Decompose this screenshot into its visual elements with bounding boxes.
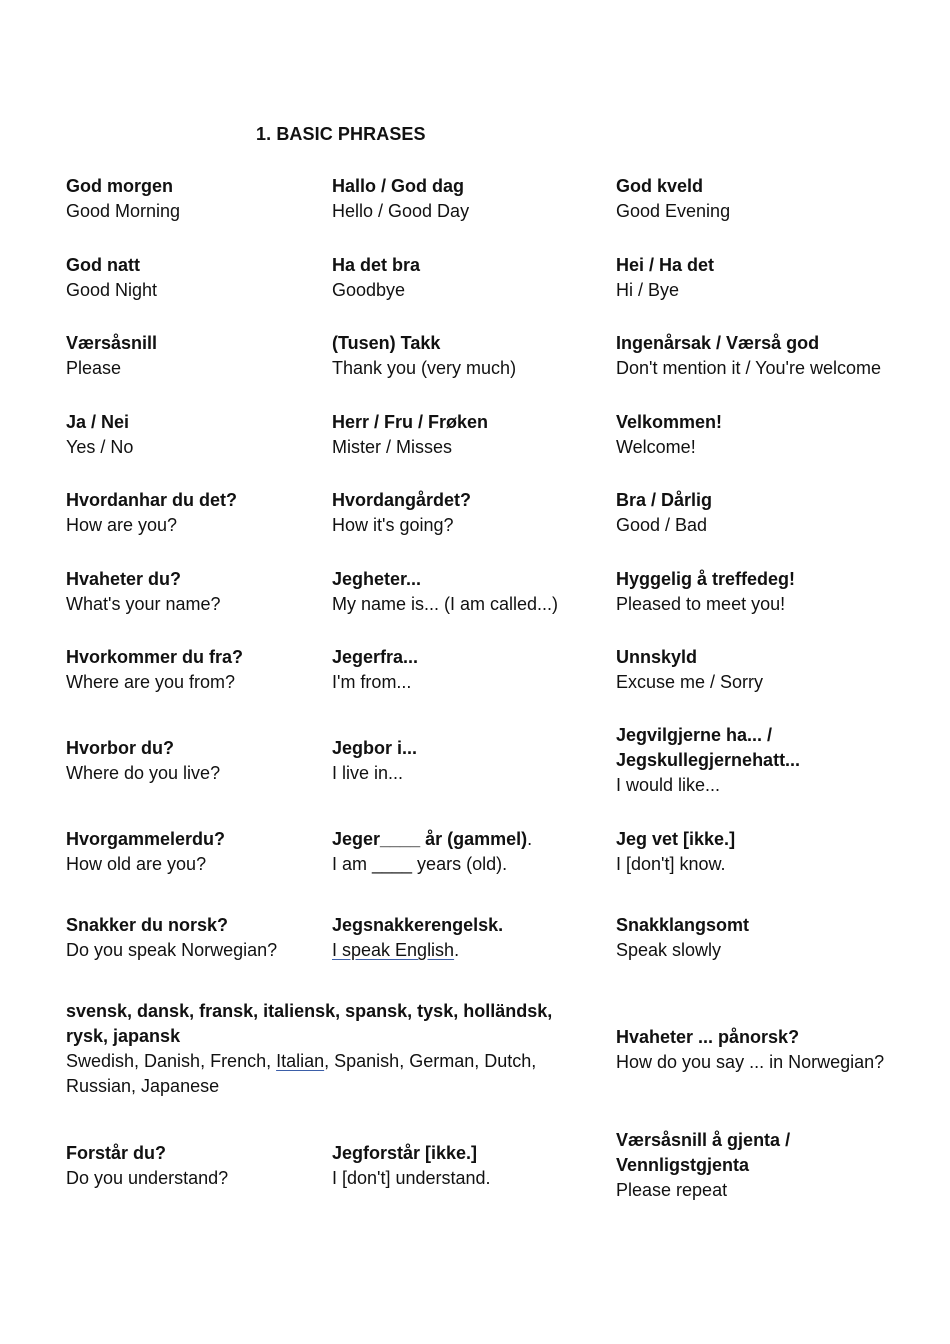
phrase-entry	[616, 827, 735, 877]
norwegian-languages-line2: rysk, japansk	[66, 1026, 181, 1046]
norwegian-phrase: Jegheter...	[332, 569, 422, 589]
phrase-entry	[616, 253, 714, 303]
english-translation: How it's going?	[332, 515, 454, 535]
english-translation: Good Night	[66, 280, 158, 300]
phrase-entry	[332, 488, 471, 538]
phrase-entry	[66, 645, 243, 695]
norwegian-phrase: Forstår du?	[66, 1143, 167, 1163]
norwegian-phrase: Jegsnakkerengelsk.	[332, 915, 504, 935]
norwegian-phrase: Hvorkommer du fra?	[66, 647, 244, 667]
section-title: 1. BASIC PHRASES	[256, 124, 426, 144]
english-translation: How do you say ... in Norwegian?	[616, 1052, 885, 1072]
norwegian-phrase: Hallo / God dag	[332, 176, 465, 196]
phrase-entry	[66, 174, 180, 224]
norwegian-phrase: Hei / Ha det	[616, 255, 715, 275]
phrase-entry	[616, 723, 800, 798]
phrase-entry	[66, 410, 133, 460]
norwegian-phrase: Jeger____ år (gammel)	[332, 829, 528, 849]
english-translation: I'm from...	[332, 672, 412, 692]
languages-entry	[66, 999, 596, 1099]
norwegian-phrase: Hyggelig å treffedeg!	[616, 569, 796, 589]
phrase-entry	[66, 736, 220, 786]
phrase-entry	[66, 913, 277, 963]
phrase-entry	[332, 736, 417, 786]
translation-suffix: .	[454, 940, 460, 960]
english-translation: Yes / No	[66, 437, 134, 457]
norwegian-phrase: Værsåsnill	[66, 333, 158, 353]
english-translation: I am ____ years (old).	[332, 854, 508, 874]
phrase-entry	[332, 567, 558, 617]
phrase-entry	[332, 331, 516, 381]
norwegian-phrase: Jeg vet [ikke.]	[616, 829, 736, 849]
phrase-entry	[66, 1141, 228, 1191]
english-languages-part: , Spanish, German, Dutch,	[324, 1051, 537, 1071]
phrase-entry	[616, 174, 730, 224]
english-translation: I would like...	[616, 775, 721, 795]
english-translation: Where do you live?	[66, 763, 221, 783]
english-translation: Hello / Good Day	[332, 201, 470, 221]
norwegian-phrase: Hvorgammelerdu?	[66, 829, 226, 849]
english-translation: How are you?	[66, 515, 178, 535]
norwegian-phrase: Snakklangsomt	[616, 915, 750, 935]
english-translation: My name is... (I am called...)	[332, 594, 559, 614]
norwegian-phrase: Bra / Dårlig	[616, 490, 713, 510]
english-translation: Do you speak Norwegian?	[66, 940, 278, 960]
norwegian-phrase: Hvaheter du?	[66, 569, 182, 589]
phrase-entry	[616, 410, 722, 460]
english-translation: How old are you?	[66, 854, 207, 874]
english-translation: I [don't] know.	[616, 854, 726, 874]
norwegian-phrase-wrapper	[332, 827, 532, 852]
phrase-entry	[66, 253, 157, 303]
phrase-entry	[616, 1128, 790, 1203]
english-translation: Excuse me / Sorry	[616, 672, 764, 692]
english-translation: Mister / Misses	[332, 437, 453, 457]
english-translation: Welcome!	[616, 437, 696, 457]
english-languages-line2: Russian, Japanese	[66, 1076, 220, 1096]
norwegian-phrase: Jegforstår [ikke.]	[332, 1143, 478, 1163]
norwegian-phrase-line2: Jegskullegjernehatt...	[616, 750, 801, 770]
english-languages-line1	[66, 1049, 596, 1074]
phrase-entry	[616, 567, 795, 617]
norwegian-phrase: Ha det bra	[332, 255, 421, 275]
phrase-entry	[332, 827, 532, 877]
english-translation: I speak English	[332, 940, 455, 960]
phrase-entry	[66, 827, 225, 877]
phrase-entry	[616, 1025, 884, 1075]
norwegian-phrase: Jegvilgjerne ha... /	[616, 725, 773, 745]
norwegian-phrase: Snakker du norsk?	[66, 915, 229, 935]
english-languages-underlined: Italian	[276, 1051, 325, 1071]
english-translation: Hi / Bye	[616, 280, 680, 300]
english-translation: Good Morning	[66, 201, 181, 221]
norwegian-phrase: Jegbor i...	[332, 738, 418, 758]
phrase-entry	[616, 488, 712, 538]
english-translation: Good Evening	[616, 201, 731, 221]
english-translation: Do you understand?	[66, 1168, 229, 1188]
phrase-entry	[66, 331, 157, 381]
norwegian-phrase: Velkommen!	[616, 412, 723, 432]
phrase-entry	[66, 488, 237, 538]
norwegian-phrase: God natt	[66, 255, 140, 275]
english-translation: Goodbye	[332, 280, 406, 300]
english-translation: Thank you (very much)	[332, 358, 517, 378]
english-translation: Where are you from?	[66, 672, 236, 692]
phrase-entry	[616, 331, 881, 381]
phrase-entry	[332, 410, 488, 460]
english-translation: What's your name?	[66, 594, 221, 614]
norwegian-phrase: Værsåsnill å gjenta /	[616, 1130, 791, 1150]
phrase-entry	[332, 645, 418, 695]
english-translation: Speak slowly	[616, 940, 722, 960]
english-translation: I [don't] understand.	[332, 1168, 491, 1188]
english-translation: Good / Bad	[616, 515, 708, 535]
english-languages-part: Swedish, Danish, French,	[66, 1051, 277, 1071]
norwegian-phrase: Hvorbor du?	[66, 738, 174, 758]
phrase-entry	[616, 913, 749, 963]
phrase-entry	[332, 174, 469, 224]
english-translation: Don't mention it / You're welcome	[616, 358, 882, 378]
norwegian-phrase: Hvaheter ... pånorsk?	[616, 1027, 800, 1047]
norwegian-phrase: Herr / Fru / Frøken	[332, 412, 489, 432]
english-translation-wrapper	[332, 938, 503, 963]
norwegian-phrase: Hvordangårdet?	[332, 490, 472, 510]
phrase-entry	[332, 913, 503, 963]
norwegian-phrase: Hvordanhar du det?	[66, 490, 238, 510]
phrase-entry	[332, 253, 420, 303]
norwegian-phrase-line2: Vennligstgjenta	[616, 1155, 750, 1175]
phrase-entry	[66, 567, 221, 617]
phrase-suffix: .	[527, 829, 533, 849]
norwegian-phrase: Ingenårsak / Værså god	[616, 333, 820, 353]
norwegian-phrase: Unnskyld	[616, 647, 698, 667]
norwegian-phrase: Jegerfra...	[332, 647, 419, 667]
norwegian-phrase: (Tusen) Takk	[332, 333, 441, 353]
phrase-entry	[616, 645, 763, 695]
norwegian-phrase: God morgen	[66, 176, 173, 196]
english-translation: Please	[66, 358, 122, 378]
norwegian-phrase: Ja / Nei	[66, 412, 130, 432]
norwegian-languages-line1: svensk, dansk, fransk, italiensk, spansk, tysk, holländsk,	[66, 1001, 553, 1021]
norwegian-phrase: God kveld	[616, 176, 704, 196]
english-translation: Pleased to meet you!	[616, 594, 786, 614]
english-translation: Please repeat	[616, 1180, 728, 1200]
english-translation: I live in...	[332, 763, 404, 783]
phrase-entry	[332, 1141, 491, 1191]
